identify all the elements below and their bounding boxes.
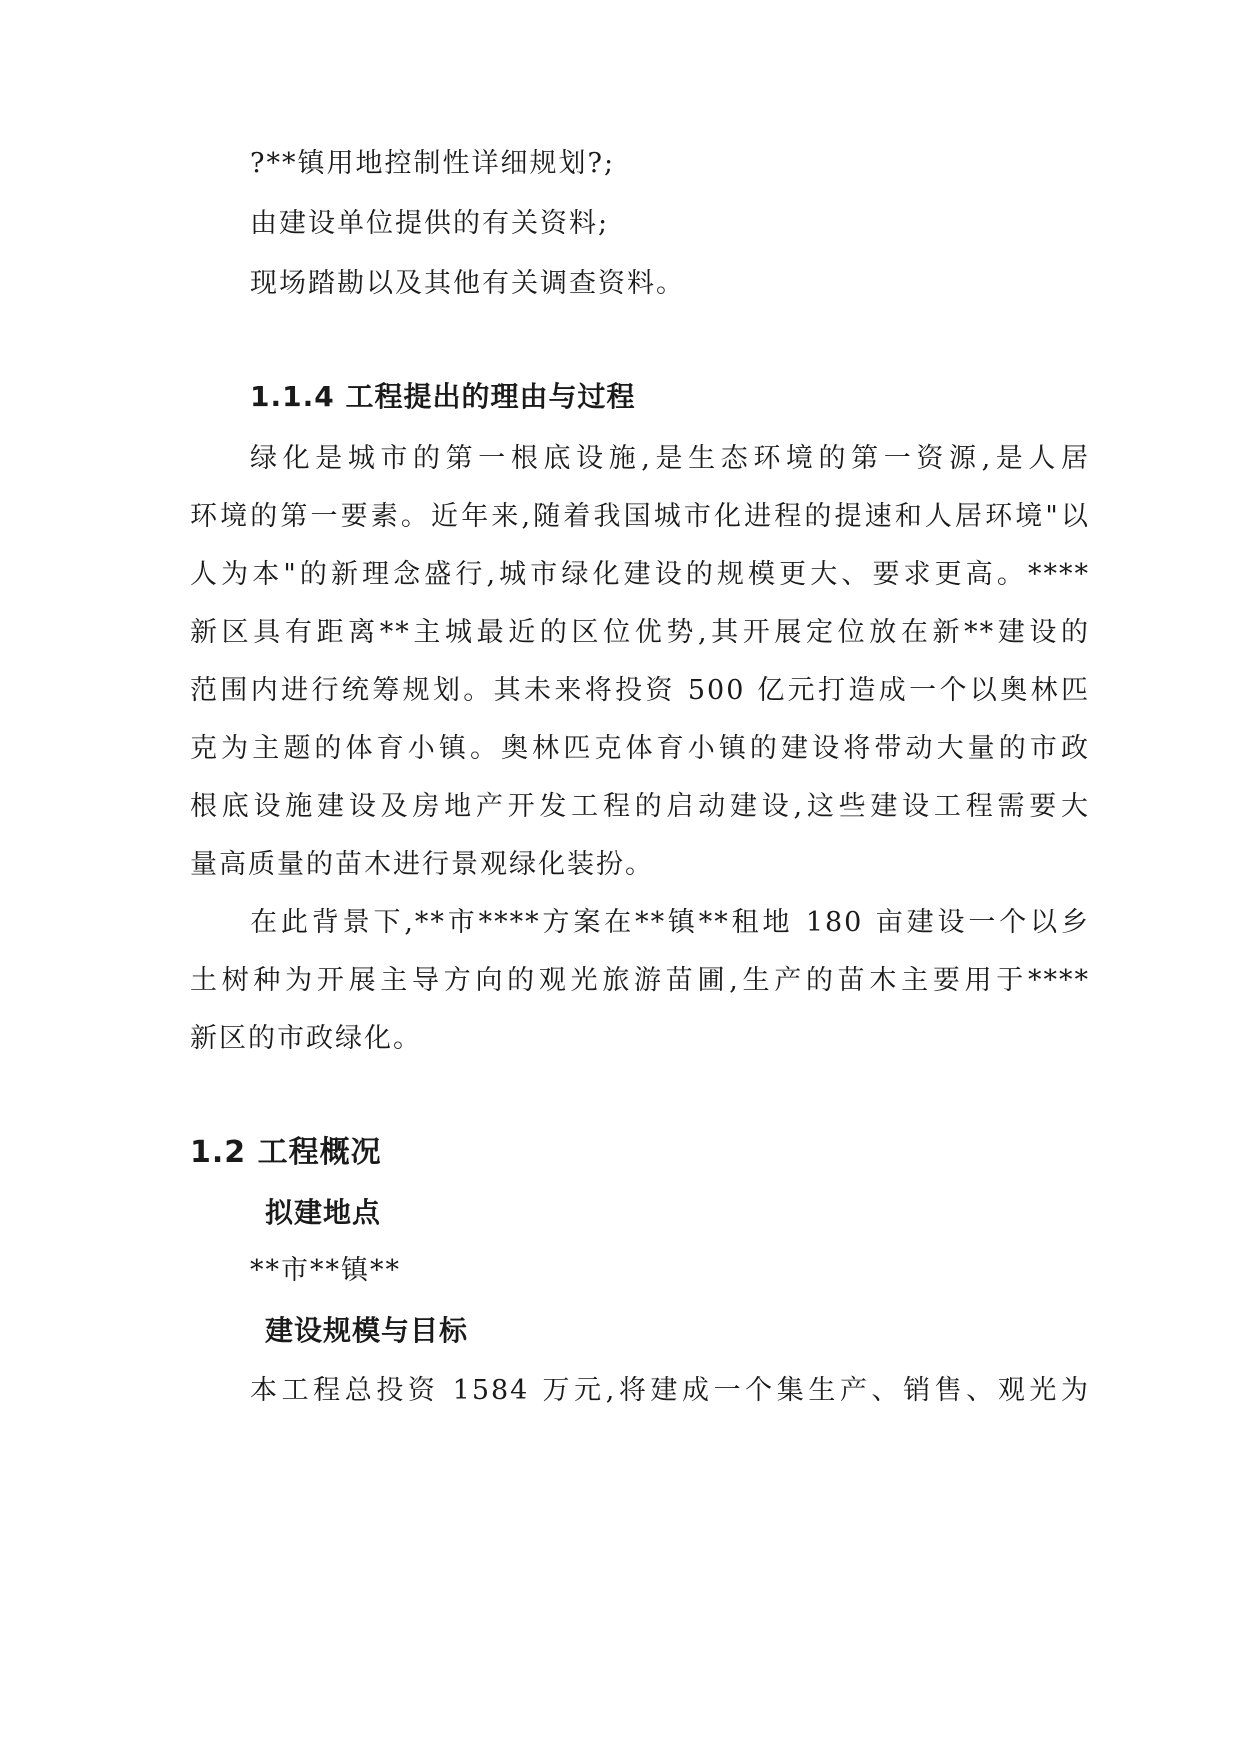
paragraph-line: 绿化是城市的第一根底设施,是生态环境的第一资源,是人居 [250,443,1090,474]
reference-item-plan: ?**镇用地控制性详细规划?; [250,148,616,179]
section-heading-1-2: 1.2 工程概况 [190,1135,382,1170]
paragraph-line: 在此背景下,**市****方案在**镇**租地 180 亩建设一个以乡 [250,907,1090,938]
paragraph-line: 本工程总投资 1584 万元,将建成一个集生产、销售、观光为 [250,1375,1090,1406]
paragraph-line: 量高质量的苗木进行景观绿化装扮。 [190,849,654,880]
paragraph-line: 新区的市政绿化。 [190,1023,422,1054]
subheading-site: 拟建地点 [265,1196,382,1229]
paragraph-line: 土树种为开展主导方向的观光旅游苗圃,生产的苗木主要用于**** [190,965,1090,996]
subheading-scale-goal: 建设规模与目标 [265,1314,469,1347]
paragraph-line: 克为主题的体育小镇。奥林匹克体育小镇的建设将带动大量的市政 [190,733,1090,764]
reference-item-survey: 现场踏勘以及其他有关调查资料。 [250,268,685,299]
paragraph-line: 人为本"的新理念盛行,城市绿化建设的规模更大、要求更高。**** [190,559,1090,590]
site-location-text: **市**镇** [250,1255,401,1286]
paragraph-line: 根底设施建设及房地产开发工程的启动建设,这些建设工程需要大 [190,791,1090,822]
reference-item-client-data: 由建设单位提供的有关资料; [250,208,610,239]
section-heading-1-1-4: 1.1.4 工程提出的理由与过程 [250,380,636,413]
paragraph-line: 范围内进行统筹规划。其未来将投资 500 亿元打造成一个以奥林匹 [190,675,1090,706]
paragraph-line: 环境的第一要素。近年来,随着我国城市化进程的提速和人居环境"以 [190,501,1090,532]
paragraph-line: 新区具有距离**主城最近的区位优势,其开展定位放在新**建设的 [190,617,1090,648]
